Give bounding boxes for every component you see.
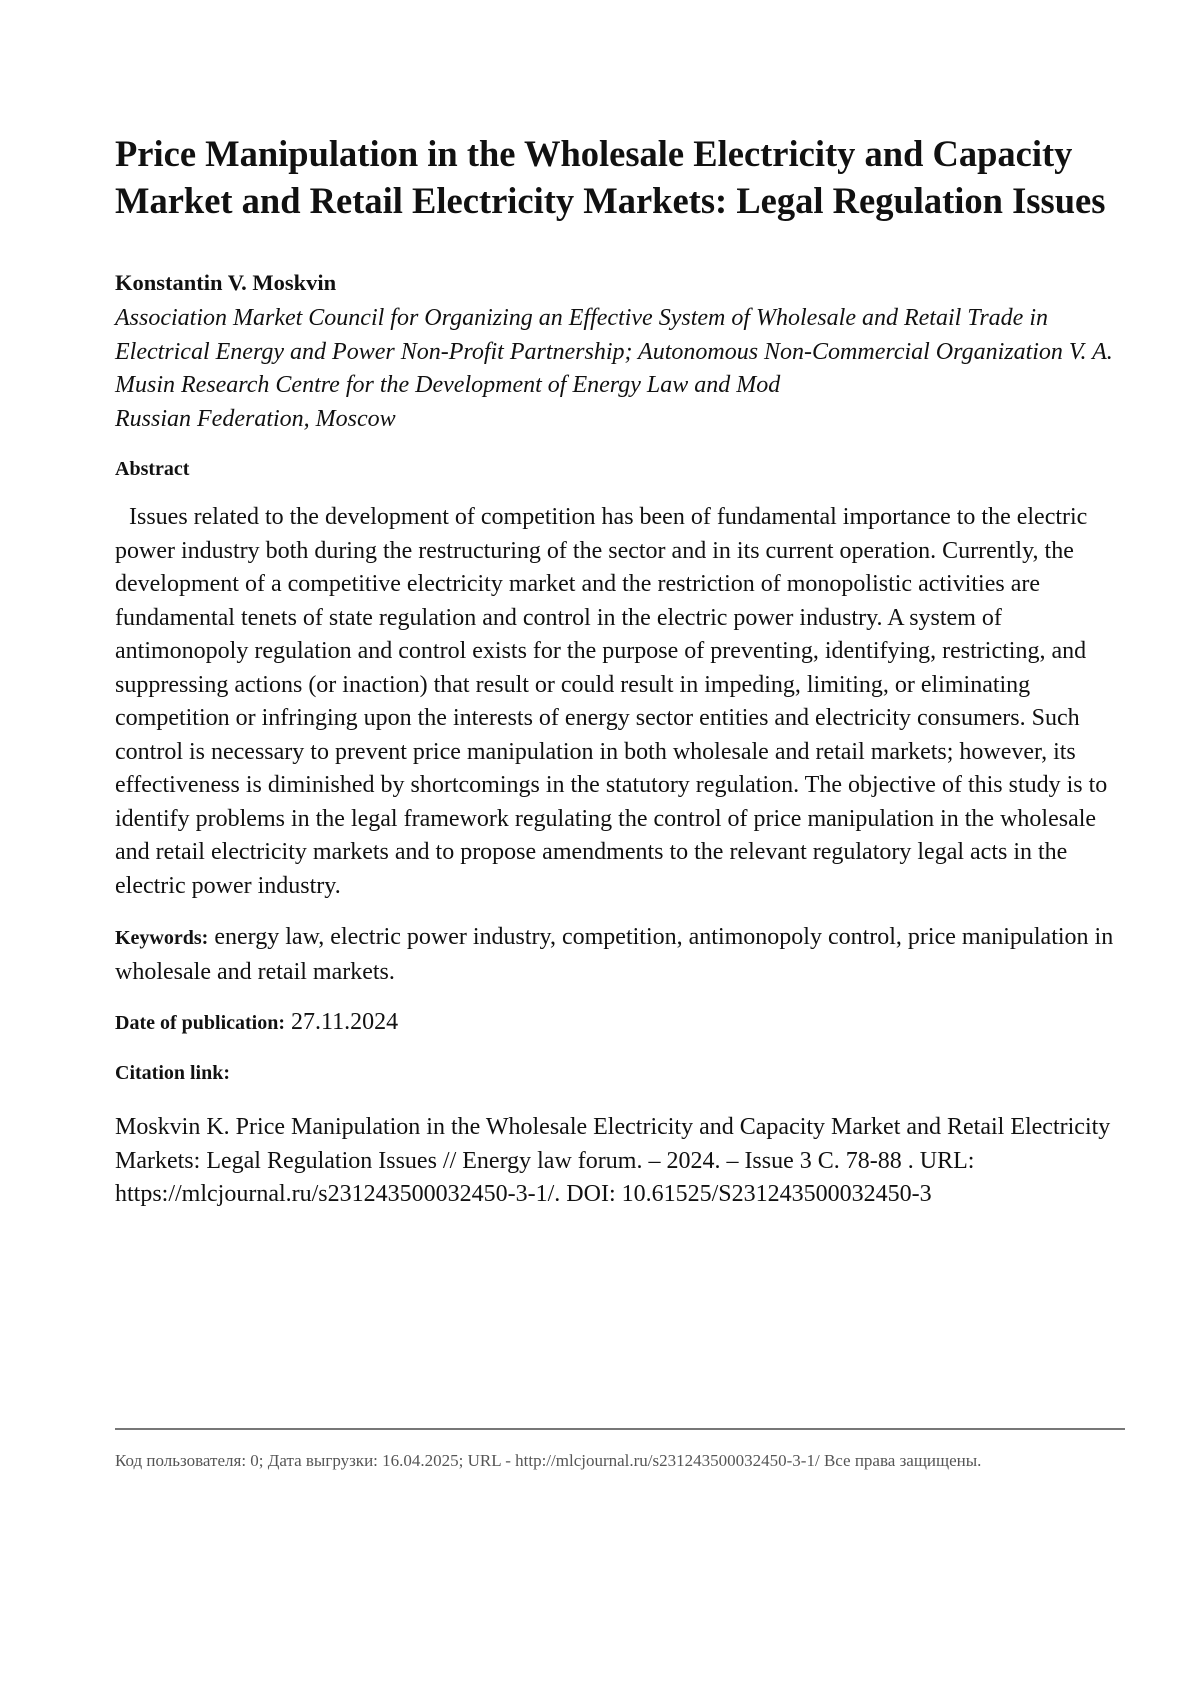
article-page <box>115 130 1125 1212</box>
page-footer: Код пользователя: 0; Дата выгрузки: 16.04.2025; URL - http://mlcjournal.ru/s231243500032450-3-1/ Все права защищены. <box>115 1448 1125 1474</box>
author-location: Russian Federation, Moscow <box>115 403 1125 437</box>
citation-heading: Citation link: <box>115 1062 1125 1085</box>
keywords-label: Keywords: <box>115 927 208 949</box>
keywords-text: energy law, electric power industry, competition, antimonopoly control, price manipulation in wholesale and retail markets. <box>115 924 1113 985</box>
date-label: Date of publication: <box>115 1012 285 1034</box>
author-name: Konstantin V. Moskvin <box>115 268 1125 298</box>
article-title: Price Manipulation in the Wholesale Electricity and Capacity Market and Retail Electricity Markets: Legal Regulation Issues <box>115 130 1125 224</box>
citation-text: Moskvin K. Price Manipulation in the Wholesale Electricity and Capacity Market and Retail Electricity Markets: Legal Regulation Issues // Energy law forum. – 2024. – Issue 3 C. 78-88 . URL: https://mlcjournal.ru/s231243500032450-3-1/. DOI: 10.61525/S231243500032450-3 <box>115 1111 1125 1212</box>
abstract-heading: Abstract <box>115 458 1125 481</box>
keywords <box>115 921 1125 989</box>
publication-date <box>115 1009 1125 1036</box>
date-value: 27.11.2024 <box>291 1009 398 1035</box>
footer-divider <box>115 1428 1125 1430</box>
abstract-text: Issues related to the development of competition has been of fundamental importance to the electric power industry both during the restructuring of the sector and in its current operation. Currently, the development of a competitive electricity market and the restriction of monopolistic activities are fundamental tenets of state regulation and control in the electric power industry. A system of antimonopoly regulation and control exists for the purpose of preventing, identifying, restricting, and suppressing actions (or inaction) that result or could result in impeding, limiting, or eliminating competition or infringing upon the interests of energy sector entities and electricity consumers. Such control is necessary to prevent price manipulation in both wholesale and retail markets; however, its effectiveness is diminished by shortcomings in the statutory regulation. The objective of this study is to identify problems in the legal framework regulating the control of price manipulation in the wholesale and retail electricity markets and to propose amendments to the relevant regulatory legal acts in the electric power industry. <box>115 501 1125 903</box>
author-affiliation: Association Market Council for Organizing an Effective System of Wholesale and Retail Trade in Electrical Energy and Power Non-Profit Partnership; Autonomous Non-Commercial Organization V. A. Musin Research Centre for the Development of Energy Law and Mod <box>115 302 1125 403</box>
